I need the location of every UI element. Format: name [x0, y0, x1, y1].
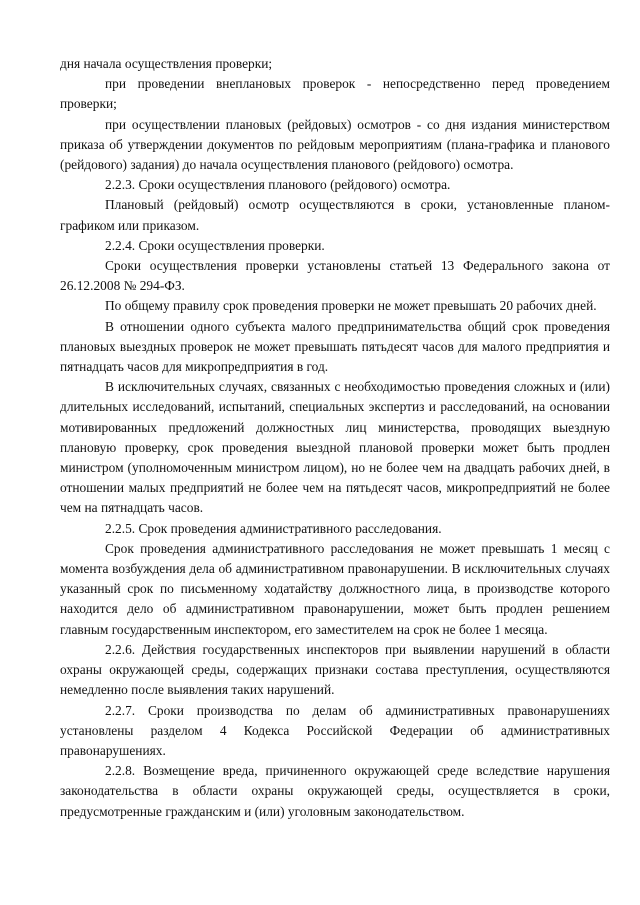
- section-heading-2-2-3: 2.2.3. Сроки осуществления планового (рейдового) осмотра.: [105, 177, 451, 193]
- paragraph-unscheduled-inspections: при проведении внеплановых проверок - непосредственно перед проведением проверки;: [60, 76, 610, 112]
- section-heading-2-2-4: 2.2.4. Сроки осуществления проверки.: [105, 237, 325, 253]
- paragraph-investigation-term: Срок проведения административного расследования не может превышать 1 месяц с момента возбуждения дела об административном правонарушении. В исключительных случаях указанный срок по письменному ходатайству должностного лица, в производстве которого находится дело об административном правонарушении, может быть продлен решением главным государственным инспектором, его заместителем на срок не более 1 месяца.: [60, 540, 610, 637]
- document-page: [60, 54, 610, 822]
- paragraph-federal-law: Сроки осуществления проверки установлены статьей 13 Федерального закона от 26.12.2008 № 294-ФЗ.: [60, 258, 610, 294]
- paragraph-exceptional-cases: В исключительных случаях, связанных с необходимостью проведения сложных и (или) длительных исследований, испытаний, специальных экспертиз и расследований, на основании мотивированных предложений должностных лиц министерства, проводящих выездную плановую проверку, срок проведения выездной плановой проверки может быть продлен министром (уполномоченным министром лицом), но не более чем на двадцать рабочих дней, в отношении малых предприятий не более чем на пятьдесят часов, микропредприятий не более чем на пятнадцать часов.: [60, 379, 610, 516]
- paragraph-raid-inspections: при осуществлении плановых (рейдовых) осмотров - со дня издания министерством приказа об утверждении документов по рейдовым мероприятиям (плана-графика и планового (рейдового) задания) до начала осуществления планового (рейдового) осмотра.: [60, 116, 610, 173]
- paragraph-continuation: дня начала осуществления проверки;: [60, 56, 273, 71]
- section-2-2-6: 2.2.6. Действия государственных инспекторов при выявлении нарушений в области охраны окружающей среды, содержащих признаки состава преступления, осуществляются немедленно после выявления таких нарушений.: [60, 641, 610, 698]
- section-heading-2-2-5: 2.2.5. Срок проведения административного расследования.: [105, 520, 442, 536]
- paragraph-general-rule: По общему правилу срок проведения проверки не может превышать 20 рабочих дней.: [105, 298, 597, 314]
- section-2-2-8: 2.2.8. Возмещение вреда, причиненного окружающей среде вследствие нарушения законодательства в области охраны окружающей среды, осуществляется в сроки, предусмотренные гражданским и (или) уголовным законодательством.: [60, 763, 610, 819]
- paragraph-raid-schedule: Плановый (рейдовый) осмотр осуществляются в сроки, установленные планом-графиком или приказом.: [60, 197, 610, 233]
- paragraph-small-business: В отношении одного субъекта малого предпринимательства общий срок проведения плановых выездных проверок не может превышать пятьдесят часов для малого предприятия и пятнадцать часов для микропредприятия в год.: [60, 318, 610, 375]
- section-2-2-7: 2.2.7. Сроки производства по делам об административных правонарушениях установлены разделом 4 Кодекса Российской Федерации об административных правонарушениях.: [60, 702, 610, 758]
